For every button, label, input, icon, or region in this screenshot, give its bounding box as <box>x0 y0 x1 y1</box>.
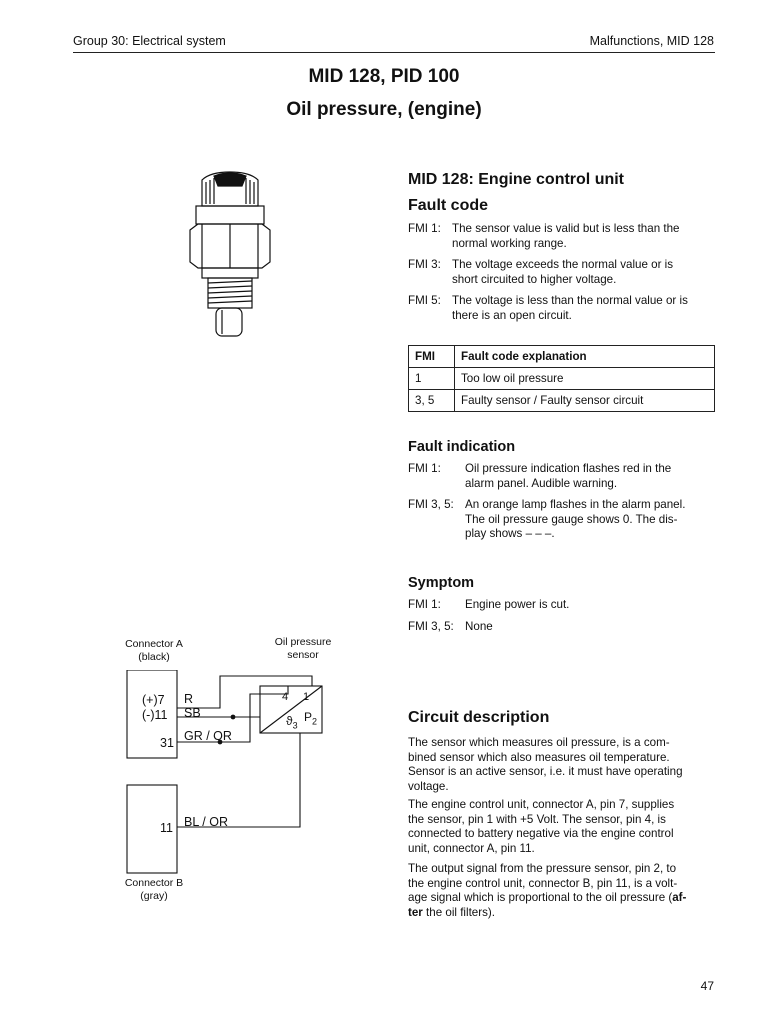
fault-indication-text: The oil pressure gauge shows 0. The dis- <box>465 512 678 526</box>
pin-11-b-label: 11 <box>160 821 173 835</box>
junction-dot <box>231 715 236 720</box>
circuit-description-heading: Circuit description <box>408 709 550 726</box>
circuit-text-bold: ter <box>408 905 423 919</box>
sensor-p-pin: 2 <box>312 716 318 727</box>
symptom-text: Engine power is cut. <box>465 598 570 611</box>
wire-bl-or <box>177 733 300 827</box>
fault-indication-key: FMI 3, 5: <box>408 498 454 512</box>
header-left: Group 30: Electrical system <box>73 34 226 48</box>
connector-b-name: Connector B <box>124 877 184 889</box>
table-cell: Too low oil pressure <box>455 368 715 390</box>
wire-gr-or-label: GR / OR <box>184 729 232 743</box>
table-header-explanation: Fault code explanation <box>455 346 715 368</box>
circuit-text-line: connected to battery negative via the engine control <box>408 827 674 841</box>
connector-b-color: (gray) <box>140 890 168 902</box>
oil-pressure-sensor-illustration <box>180 166 280 342</box>
circuit-text-span: age signal which is proportional to the oil pressure ( <box>408 891 673 905</box>
connector-a-name: Connector A <box>125 638 183 650</box>
fault-code-text: normal working range. <box>452 236 567 250</box>
fault-code-text: The sensor value is valid but is less than the <box>452 222 680 235</box>
fault-code-text: there is an open circuit. <box>452 308 572 322</box>
connector-a-label <box>113 638 195 664</box>
connector-a-color: (black) <box>138 651 170 663</box>
sensor-theta: ϑ <box>286 714 293 728</box>
circuit-text-bold: af- <box>672 891 687 905</box>
circuit-text-line: the sensor, pin 1 with +5 Volt. The sensor, pin 4, is <box>408 812 666 826</box>
page-subtitle: Oil pressure, (engine) <box>286 99 482 120</box>
wire-r <box>177 676 312 708</box>
table-row <box>409 390 715 412</box>
header-right: Malfunctions, MID 128 <box>589 34 714 48</box>
fault-code-key: FMI 5: <box>408 294 441 308</box>
sensor-p: P <box>304 710 313 724</box>
fault-indication-text: play shows – – –. <box>465 527 555 541</box>
symptom-text: None <box>465 619 493 633</box>
circuit-text-line: Sensor is an active sensor, i.e. it must have operating <box>408 765 683 779</box>
pin-11-a-label: (-)11 <box>142 708 168 722</box>
circuit-text-line <box>408 906 720 921</box>
circuit-text-line: unit, connector A, pin 11. <box>408 841 535 855</box>
symptom-list <box>408 598 720 634</box>
fault-code-item <box>408 258 720 287</box>
table-header-fmi: FMI <box>409 346 455 368</box>
connector-b-label <box>113 877 195 903</box>
fault-code-item <box>408 294 720 323</box>
page-title: MID 128, PID 100 <box>308 66 460 87</box>
sensor-temperature-symbol <box>286 714 298 730</box>
pin-31-label: 31 <box>160 736 174 750</box>
fault-code-text: short circuited to higher voltage. <box>452 272 617 286</box>
symptom-heading: Symptom <box>408 575 475 591</box>
circuit-paragraph <box>408 736 720 794</box>
fault-code-key: FMI 3: <box>408 258 441 272</box>
table-cell: 3, 5 <box>409 390 455 412</box>
symptom-key: FMI 1: <box>408 598 441 611</box>
circuit-text-line: voltage. <box>408 779 449 793</box>
page-number: 47 <box>700 979 714 993</box>
wire-r-label: R <box>184 692 194 706</box>
fault-indication-key: FMI 1: <box>408 462 441 475</box>
sensor-label <box>258 636 348 662</box>
table-cell: Faulty sensor / Faulty sensor circuit <box>455 390 715 412</box>
circuit-text-line: The sensor which measures oil pressure, is a com- <box>408 736 670 749</box>
sensor-label-line: sensor <box>287 649 319 661</box>
fault-indication-text: alarm panel. Audible warning. <box>465 476 618 490</box>
fault-code-text: The voltage exceeds the normal value or is <box>452 258 674 272</box>
symptom-item <box>408 620 720 635</box>
sensor-pin-1-label: 1 <box>303 691 310 703</box>
table-row <box>409 368 715 390</box>
sensor-pressure-symbol <box>304 710 317 726</box>
circuit-text-line: bined sensor which also measures oil temperature. <box>408 750 670 764</box>
sensor-pin-4-label: 4 <box>282 691 289 703</box>
symptom-item <box>408 598 720 613</box>
circuit-paragraph <box>408 862 720 920</box>
fault-indication-text: Oil pressure indication flashes red in the <box>465 462 672 475</box>
fault-code-heading: Fault code <box>408 197 489 214</box>
fault-code-table <box>408 345 715 412</box>
fault-indication-heading: Fault indication <box>408 439 516 455</box>
wire-sb-label: SB <box>184 706 201 720</box>
fault-code-item <box>408 222 720 251</box>
symptom-key: FMI 3, 5: <box>408 619 454 633</box>
wire-bl-or-label: BL / OR <box>184 815 228 829</box>
sensor-theta-pin: 3 <box>292 720 298 731</box>
circuit-text-line: The output signal from the pressure sensor, pin 2, to <box>408 862 677 875</box>
table-header-row <box>409 346 715 368</box>
circuit-paragraph <box>408 798 720 856</box>
table-cell: 1 <box>409 368 455 390</box>
pin-7-label: (+)7 <box>142 693 165 707</box>
header-divider <box>73 52 715 53</box>
circuit-text-line: The engine control unit, connector A, pin 7, supplies <box>408 798 675 811</box>
engine-control-unit-heading: MID 128: Engine control unit <box>408 171 625 188</box>
fault-code-key: FMI 1: <box>408 222 441 235</box>
sensor-label-line: Oil pressure <box>274 636 332 648</box>
circuit-text-line: the engine control unit, connector B, pin 11, is a volt- <box>408 876 678 890</box>
fault-code-text: The voltage is less than the normal value or is <box>452 294 688 308</box>
fault-indication-item <box>408 498 720 542</box>
fault-indication-item <box>408 462 720 491</box>
circuit-text-span: the oil filters). <box>422 905 495 919</box>
fault-code-list <box>408 222 720 324</box>
circuit-text-line <box>408 891 720 906</box>
fault-indication-text: An orange lamp flashes in the alarm panel. <box>465 498 686 512</box>
fault-indication-list <box>408 462 720 542</box>
